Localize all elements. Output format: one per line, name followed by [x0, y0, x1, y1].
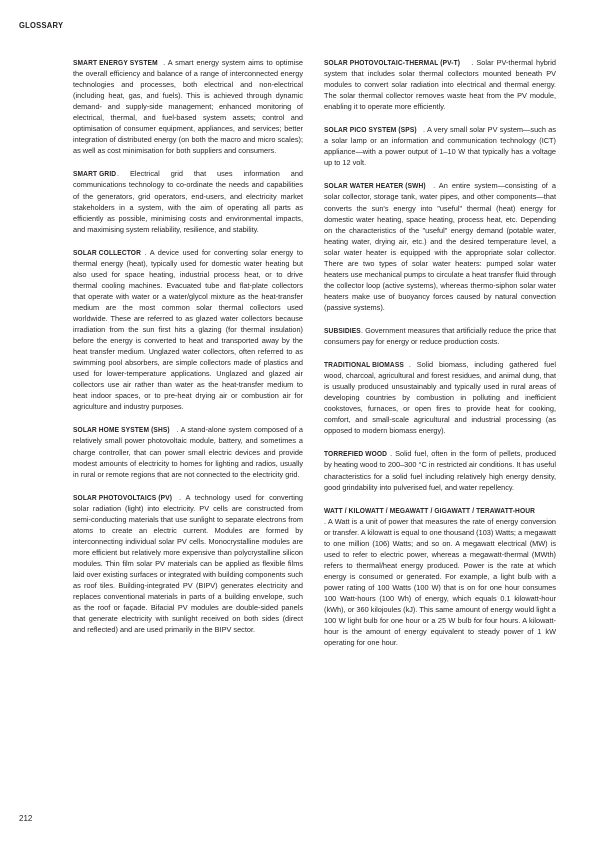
page-header: GLOSSARY: [19, 20, 64, 30]
glossary-entry: [324, 325, 556, 347]
page-number: 212: [19, 814, 33, 823]
glossary-entry: [324, 448, 556, 492]
glossary-definition: . A stand-alone system composed of a relatively small power photovoltaic module, battery, and sometimes a charge controller, that can power small electric devices and provide modest amounts of electricity to homes for lighting and radios, usually in rural or remote regions that are not connected to the electricity grid.: [73, 425, 303, 479]
glossary-definition: . Solid fuel, often in the form of pellets, produced by heating wood to 200–300 °C in restricted air conditions. It has useful characteristics for a solid fuel including relatively high energy density, good grindability into pulverised fuel, and water repellency.: [324, 449, 556, 492]
left-column: [73, 57, 303, 647]
glossary-term: TORREFIED WOOD: [324, 449, 388, 459]
glossary-definition: . An entire system—consisting of a solar collector, storage tank, water pipes, and other components—that converts the sun's energy into "useful" thermal (heat) energy for domestic water heating, space heating, process heat, etc. Depending on the characteristics of the "useful" energy demand (potable water, heating water, drying air, etc.) and the desired temperature level, a solar water heater is equipped with the appropriate solar collector. There are two types of solar water heaters: pumped solar water heaters use mechanical pumps to circulate a heat transfer fluid through the collector loop (active systems), whereas thermo-siphon solar water heaters make use of buoyancy forces caused by natural convection (passive systems).: [324, 181, 556, 312]
glossary-definition: . Solid biomass, including gathered fuel wood, charcoal, agricultural and forest residues, and animal dung, that is usually produced unsustainably and typically used in rural areas of developing countries by combustion in polluting and inefficient cookstoves, furnaces, or open fires to provide heat for cooking, comfort, and small-scale agricultural and industrial processing (as opposed to modern biomass energy).: [324, 360, 556, 436]
glossary-term: WATT / KILOWATT / MEGAWATT / GIGAWATT / TERAWATT-HOUR: [324, 505, 536, 515]
glossary-term: SMART GRID: [73, 169, 117, 179]
glossary-term: SOLAR PHOTOVOLTAIC-THERMAL (PV-T): [324, 58, 461, 67]
glossary-entry: [73, 57, 303, 156]
glossary-entry: [73, 492, 303, 636]
glossary-definition: . A very small solar PV system—such as a solar lamp or an information and communication technology (ICT) appliance—with a power output of 1–10 W that typically has a voltage up to 12 volt.: [324, 125, 556, 168]
glossary-term: SUBSIDIES: [324, 325, 361, 335]
glossary-term: SOLAR COLLECTOR: [73, 247, 142, 257]
glossary-entry: [324, 505, 556, 649]
glossary-definition: . Solar PV-thermal hybrid system that includes solar thermal collectors mounted beneath PV modules to convert solar radiation into electrical and thermal energy. The solar thermal collector removes waste heat from the PV module, enabling it to operate more efficiently.: [324, 58, 556, 112]
glossary-term: SOLAR HOME SYSTEM (SHS): [73, 425, 170, 435]
glossary-entry: [73, 247, 303, 413]
glossary-definition: . Government measures that artificially reduce the price that consumers pay for energy or reduce production costs.: [324, 325, 556, 347]
glossary-term: SMART ENERGY SYSTEM: [73, 58, 158, 67]
glossary-term: SOLAR PICO SYSTEM (SPS): [324, 125, 417, 135]
glossary-entry: [324, 124, 556, 168]
glossary-term: TRADITIONAL BIOMASS: [324, 360, 404, 370]
glossary-entry: [324, 359, 556, 436]
glossary-entry: [324, 57, 556, 112]
glossary-entry: [73, 424, 303, 479]
glossary-definition: . A smart energy system aims to optimise the overall efficiency and balance of a range of interconnected energy technologies and processes, both electrical and non-electrical (including heat, gas, and fuels). This is achieved through dynamic demand- and supply-side management; enhanced monitoring of electrical, thermal, and fuel-based system assets; control and optimisation of consumer equipment, appliances, and services; better integration of distributed energy (on both the macro and micro scales); as well as cost minimisation for both suppliers and consumers.: [73, 58, 303, 156]
glossary-definition: . A device used for converting solar energy to thermal energy (heat), typically used for domestic water heating but also used for space heating, industrial process heat, or to drive thermal cooling machines. Evacuated tube and flat-plate collectors that operate with water or a water/glycol mixture as the heat-transfer medium are the most common solar thermal collectors used worldwide. These are referred to as glazed water collectors because irradiation from the sun first hits a glazing (for thermal insulation) before the energy is converted to heat and transported away by the heat transfer medium. Unglazed water collectors, often referred to as swimming pool absorbers, are simple collectors made of plastics and used for lower-temperature applications. Unglazed and glazed air collectors use air rather than water as the heat-transfer medium to heat indoor spaces, or to pre-heat drying air or combustion air for agriculture and industry purposes.: [73, 247, 303, 412]
glossary-definition: . A Watt is a unit of power that measures the rate of energy conversion or transfer. A kilowatt is equal to one thousand (103) Watts; a megawatt to one million (106) Watts; and so on. A megawatt electrical (MW) is used to refer to electric power, whereas a megawatt-thermal (MWth) refers to thermal/heat energy produced. Power is the rate at which energy is consumed or generated. For example, a light bulb with a power rating of 100 Watts (100 W) that is on for one hour consumes 100 Watt-hours (100 Wh) of energy, which equals 0.1 kilowatt-hour (kWh), or 360 kilojoules (kJ). This same amount of energy would light a 100 W light bulb for one hour or a 25 W bulb for four hours. A kilowatt-hour is the amount of energy equivalent to steady power of 1 kW operating for one hour.: [324, 516, 556, 648]
right-column: [324, 57, 556, 660]
glossary-definition: . Electrical grid that uses information and communications technology to co-ordinate the needs and capabilities of the generators, grid operators, end-users, and electricity market stakeholders in a system, with the aim of operating all parts as efficiently as possible, minimising costs and environmental impacts, and maximising system reliability, resilience, and stability.: [73, 169, 303, 234]
glossary-entry: [324, 180, 556, 313]
glossary-term: SOLAR WATER HEATER (SWH): [324, 181, 426, 191]
glossary-entry: [73, 168, 303, 234]
glossary-term: SOLAR PHOTOVOLTAICS (PV): [73, 492, 173, 502]
glossary-definition: . A technology used for converting solar radiation (light) into electricity. PV cells are constructed from semi-conducting materials that use sunlight to separate electrons from atoms to create an electric current. Modules are formed by interconnecting individual solar PV cells. Monocrystalline modules are more efficient but relatively more expensive than polycrystalline silicon modules. Thin film solar PV materials can be applied as flexible films laid over existing surfaces or integrated with building components such as roof tiles. Building-integrated PV (BIPV) generates electricity and replaces conventional materials in parts of a building envelope, such as the roof or façade. Bifacial PV modules are double-sided panels that generate electricity with sunlight received on both sides (direct and reflected) and are used primarily in the BIPV sector.: [73, 492, 303, 635]
